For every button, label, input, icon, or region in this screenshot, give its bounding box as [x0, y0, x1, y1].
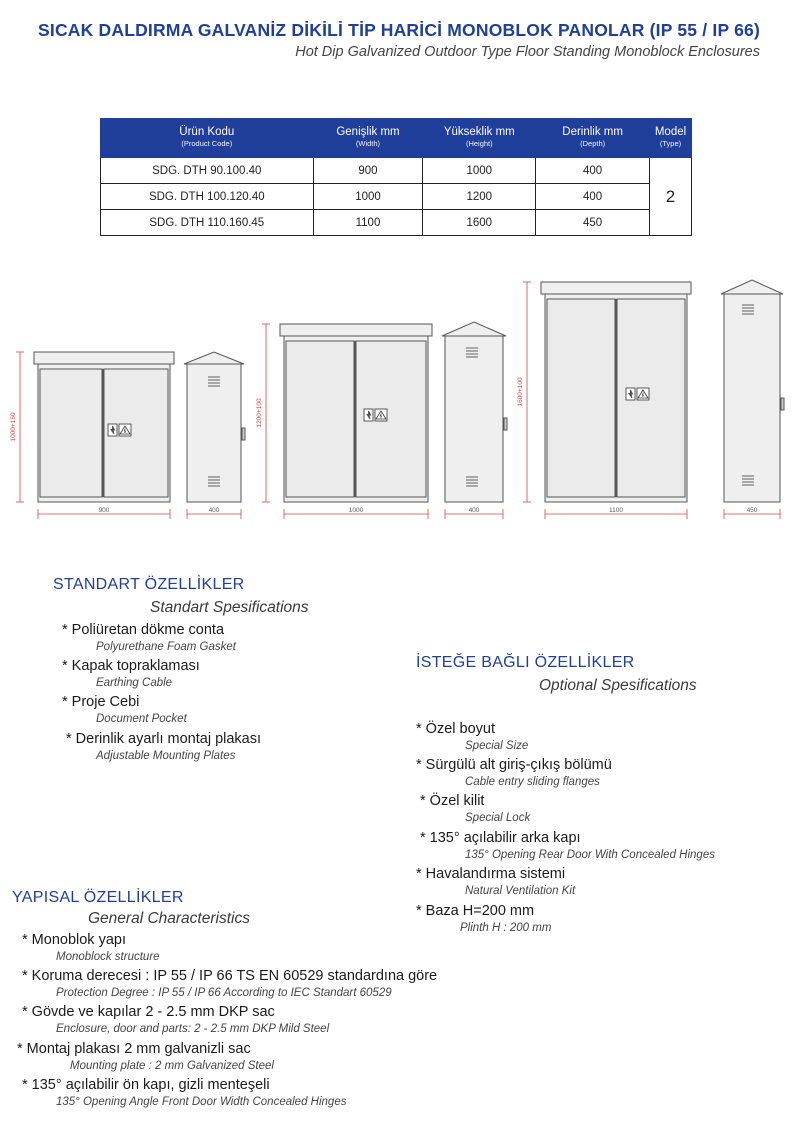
optional-item-en: Special Size [465, 740, 529, 752]
cell-depth: 400 [536, 184, 650, 210]
general-subtitle: General Characteristics [88, 910, 250, 927]
cell-depth: 450 [536, 210, 650, 236]
cell-code: SDG. DTH 110.160.45 [101, 210, 314, 236]
cabinet-front-1100 [541, 282, 691, 502]
optional-item-en: Plinth H : 200 mm [460, 922, 552, 934]
standard-item-en: Polyurethane Foam Gasket [96, 641, 236, 653]
general-item: * Koruma derecesi : IP 55 / IP 66 TS EN 60529 standardına göre [22, 968, 438, 984]
standard-item: * Derinlik ayarlı montaj plakası [66, 731, 262, 747]
cell-width: 1000 [313, 184, 423, 210]
width-label-5: 1100 [609, 507, 623, 514]
general-item-en: Monoblock structure [56, 951, 160, 963]
general-item: * Montaj plakası 2 mm galvanizli sac [17, 1041, 251, 1057]
cell-height: 1000 [423, 158, 536, 184]
enclosure-drawings [0, 268, 800, 530]
cell-model: 2 [650, 158, 692, 236]
table-header-row [101, 119, 692, 158]
col-header-width: Genişlik mm (Width) [313, 119, 423, 158]
width-label-3: 1000 [348, 507, 364, 514]
optional-title: İSTEĞE BAĞLI ÖZELLİKLER [416, 654, 635, 671]
general-item: * Monoblok yapı [22, 932, 126, 948]
cell-code: SDG. DTH 90.100.40 [101, 158, 314, 184]
optional-item-en: 135° Opening Rear Door With Concealed Hinges [465, 849, 715, 861]
product-table [100, 118, 692, 236]
standard-subtitle: Standart Spesifications [150, 599, 309, 616]
optional-item: * Havalandırma sistemi [416, 866, 566, 882]
optional-item-en: Cable entry sliding flanges [465, 776, 600, 788]
col-header-product-code: Ürün Kodu (Product Code) [101, 119, 314, 158]
standard-item: * Kapak topraklaması [62, 658, 200, 674]
width-label-1: 900 [98, 507, 110, 514]
standard-item: * Proje Cebi [62, 694, 140, 710]
col-header-height: Yükseklik mm (Height) [423, 119, 536, 158]
optional-subtitle: Optional Spesifications [539, 677, 697, 694]
page-subtitle: Hot Dip Galvanized Outdoor Type Floor Standing Monoblock Enclosures [295, 44, 760, 60]
cabinet-side-450 [721, 280, 784, 502]
cell-height: 1200 [423, 184, 536, 210]
optional-item: * Özel kilit [420, 793, 485, 809]
standard-item-en: Adjustable Mounting Plates [96, 750, 236, 762]
general-title: YAPISAL ÖZELLİKLER [12, 889, 184, 906]
optional-item: * 135° açılabilir arka kapı [420, 830, 581, 846]
table-row [101, 158, 692, 184]
col-header-model: Model (Type) [650, 119, 692, 158]
cabinet-side-400-b [442, 322, 507, 502]
cell-height: 1600 [423, 210, 536, 236]
cell-width: 1100 [313, 210, 423, 236]
general-item-en: Enclosure, door and parts: 2 - 2.5 mm DKP Mild Steel [56, 1023, 330, 1035]
table-row [101, 210, 692, 236]
optional-item: * Baza H=200 mm [416, 903, 535, 919]
col-header-depth: Derinlik mm (Depth) [536, 119, 650, 158]
cabinet-side-400-a [184, 352, 245, 502]
width-label-4: 400 [468, 507, 480, 514]
general-item-en: 135° Opening Angle Front Door Width Concealed Hinges [56, 1096, 347, 1108]
width-label-6: 450 [746, 507, 758, 514]
cabinet-front-1000 [280, 324, 432, 502]
width-label-2: 400 [208, 507, 220, 514]
standard-title: STANDART ÖZELLİKLER [53, 576, 245, 593]
optional-item-en: Special Lock [465, 812, 531, 824]
standard-item: * Poliüretan dökme conta [62, 622, 225, 638]
general-item: * 135° açılabilir ön kapı, gizli menteşeli [22, 1077, 270, 1093]
general-item-en: Mounting plate : 2 mm Galvanized Steel [70, 1060, 274, 1072]
page-title: SICAK DALDIRMA GALVANİZ DİKİLİ TİP HARİCİ MONOBLOK PANOLAR (IP 55 / IP 66) [38, 20, 760, 40]
cabinet-front-900 [34, 352, 174, 502]
height-label-3: 1600+100 [517, 377, 524, 407]
cell-depth: 400 [536, 158, 650, 184]
general-item: * Gövde ve kapılar 2 - 2.5 mm DKP sac [22, 1004, 275, 1020]
standard-item-en: Document Pocket [96, 713, 187, 725]
cell-code: SDG. DTH 100.120.40 [101, 184, 314, 210]
height-label-1: 1000+150 [10, 412, 17, 442]
standard-item-en: Earthing Cable [96, 677, 173, 689]
optional-item-en: Natural Ventilation Kit [465, 885, 576, 897]
height-label-2: 1200+100 [256, 398, 263, 428]
optional-item: * Sürgülü alt giriş-çıkış bölümü [416, 757, 612, 773]
table-row [101, 184, 692, 210]
optional-item: * Özel boyut [416, 721, 495, 737]
general-item-en: Protection Degree : IP 55 / IP 66 According to IEC Standart 60529 [56, 987, 392, 999]
cell-width: 900 [313, 158, 423, 184]
